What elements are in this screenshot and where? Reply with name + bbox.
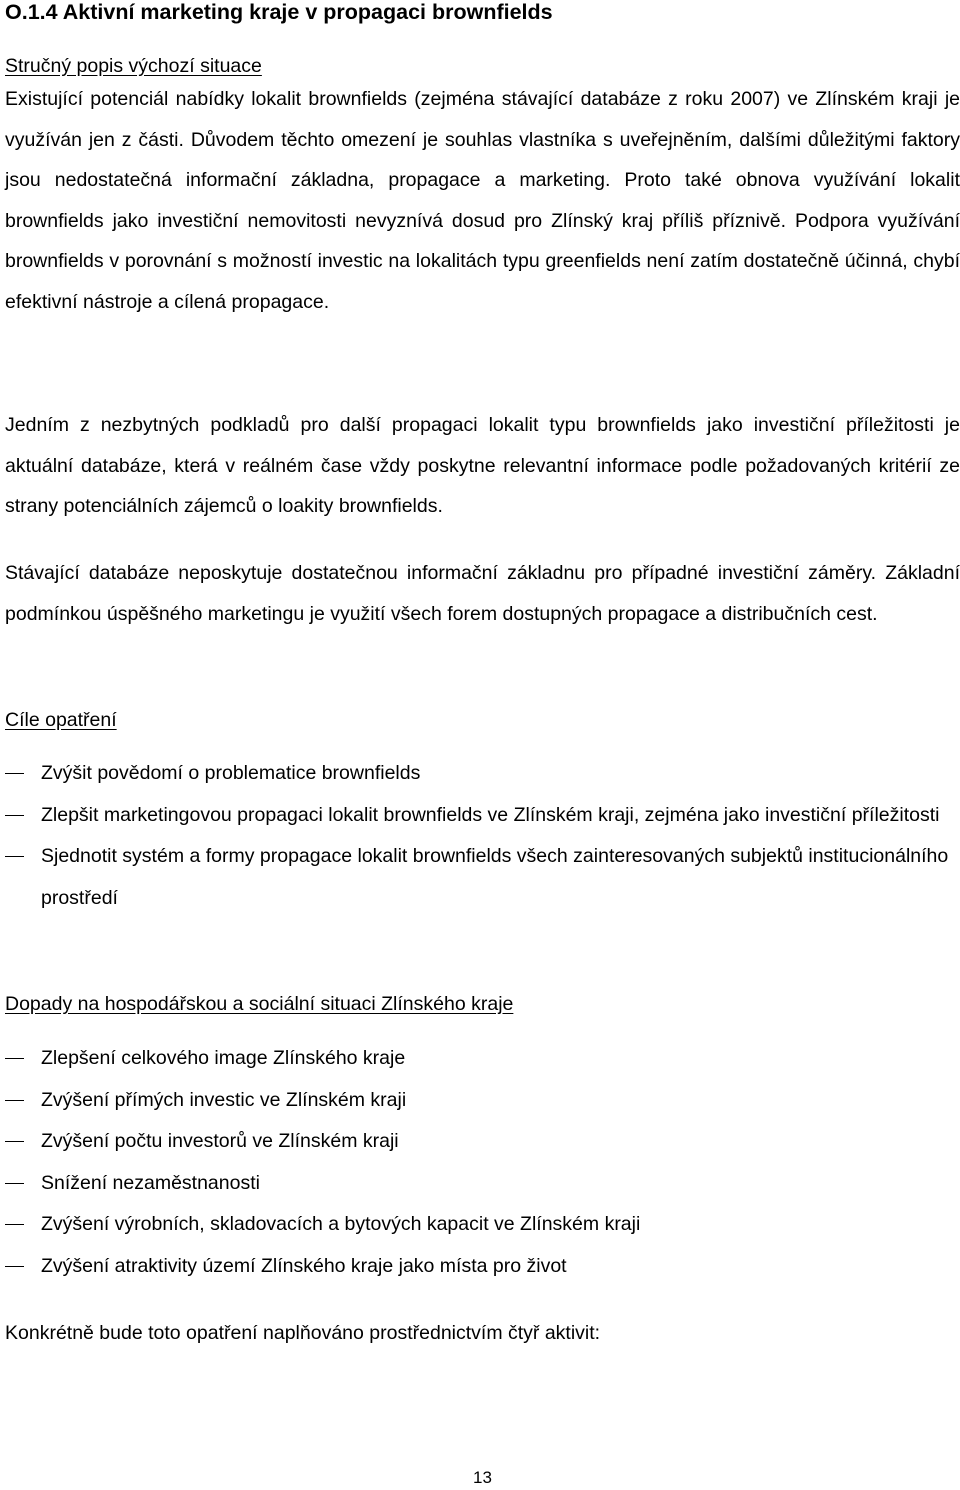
- situation-paragraph-2: Jedním z nezbytných podkladů pro další propagaci lokalit typu brownfields jako investiční příležitosti je aktuální databáze, která v reálném čase vždy poskytne relevantní informace podle požadovaných kritérií ze strany potenciálních zájemců o loakity brownfields.: [5, 414, 960, 517]
- impacts-list-item: Zvýšení počtu investorů ve Zlínském kraji: [5, 1121, 960, 1163]
- section-heading: O.1.4 Aktivní marketing kraje v propagaci brownfields: [5, 0, 553, 24]
- goals-list: [5, 753, 960, 919]
- dash-bullet-icon: [5, 1224, 24, 1225]
- page-number: 13: [473, 1468, 492, 1487]
- impacts-subheading: Dopady na hospodářskou a sociální situaci Zlínského kraje: [5, 993, 514, 1015]
- situation-subheading: Stručný popis výchozí situace: [5, 55, 262, 77]
- closing-paragraph: Konkrétně bude toto opatření naplňováno prostřednictvím čtyř aktivit:: [5, 1322, 601, 1344]
- dash-bullet-icon: [5, 856, 24, 857]
- goals-list-item: Sjednotit systém a formy propagace lokalit brownfields všech zainteresovaných subjektů institucionálního prostředí: [5, 836, 960, 919]
- goals-list-item: Zlepšit marketingovou propagaci lokalit brownfields ve Zlínském kraji, zejména jako investiční příležitosti: [5, 795, 960, 837]
- dash-bullet-icon: [5, 1183, 24, 1184]
- impacts-list-item: Zvýšení atraktivity území Zlínského kraje jako místa pro život: [5, 1246, 960, 1288]
- dash-bullet-icon: [5, 1141, 24, 1142]
- dash-bullet-icon: [5, 773, 24, 774]
- situation-paragraph-3: Stávající databáze neposkytuje dostatečnou informační základnu pro případné investiční záměry. Základní podmínkou úspěšného marketingu je využití všech forem dostupných propagace a distribučních cest.: [5, 562, 960, 625]
- goals-list-item: Zvýšit povědomí o problematice brownfields: [5, 753, 960, 795]
- impacts-list-item: Snížení nezaměstnanosti: [5, 1163, 960, 1205]
- impacts-list: [5, 1038, 960, 1287]
- dash-bullet-icon: [5, 1266, 24, 1267]
- dash-bullet-icon: [5, 815, 24, 816]
- dash-bullet-icon: [5, 1058, 24, 1059]
- goals-subheading: Cíle opatření: [5, 709, 117, 731]
- impacts-list-item: Zlepšení celkového image Zlínského kraje: [5, 1038, 960, 1080]
- impacts-list-item: Zvýšení výrobních, skladovacích a bytových kapacit ve Zlínském kraji: [5, 1204, 960, 1246]
- impacts-list-item: Zvýšení přímých investic ve Zlínském kraji: [5, 1080, 960, 1122]
- dash-bullet-icon: [5, 1100, 24, 1101]
- situation-paragraph-1: Existující potenciál nabídky lokalit brownfields (zejména stávající databáze z roku 2007) ve Zlínském kraji je využíván jen z části. Důvodem těchto omezení je souhlas vlastníka s uveřejněním, dalšími důležitými faktory jsou nedostatečná informační základna, propagace a marketing. Proto také obnova využívání lokalit brownfields jako investiční nemovitosti nevyznívá dosud pro Zlínský kraj příliš příznivě. Podpora využívání brownfields v porovnání s možností investic na lokalitách typu greenfields není zatím dostatečně účinná, chybí efektivní nástroje a cílená propagace.: [5, 88, 960, 313]
